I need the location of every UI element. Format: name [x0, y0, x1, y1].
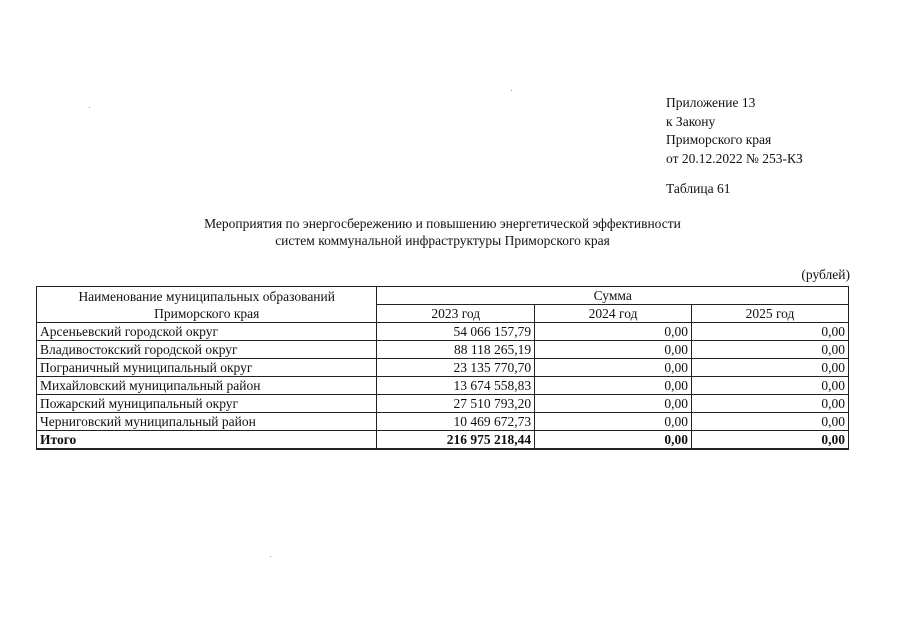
currency-unit: (рублей)	[801, 267, 850, 282]
total-2023: 216 975 218,44	[377, 431, 535, 450]
amount-2025: 0,00	[692, 395, 849, 413]
table-row	[37, 395, 849, 413]
table-row	[37, 323, 849, 341]
amount-2024: 0,00	[535, 377, 692, 395]
header-sum: Сумма	[377, 287, 849, 305]
header-municipality-line-1: Наименование муниципальных образований	[78, 288, 335, 304]
table-row	[37, 377, 849, 395]
amount-2025: 0,00	[692, 413, 849, 431]
header-municipality-line-2: Приморского края	[154, 305, 260, 321]
amount-2025: 0,00	[692, 341, 849, 359]
header-year-2023: 2023 год	[377, 305, 535, 323]
amount-2023: 88 118 265,19	[377, 341, 535, 359]
header-year-2024: 2024 год	[535, 305, 692, 323]
total-2024: 0,00	[535, 431, 692, 450]
amount-2024: 0,00	[535, 359, 692, 377]
amount-2025: 0,00	[692, 377, 849, 395]
amount-2023: 54 066 157,79	[377, 323, 535, 341]
title-line-2: систем коммунальной инфраструктуры Приморского края	[275, 233, 610, 248]
total-2025: 0,00	[692, 431, 849, 450]
appendix-number: Приложение 13	[666, 95, 756, 110]
municipality-name: Черниговский муниципальный район	[37, 413, 377, 431]
municipality-name: Пожарский муниципальный округ	[37, 395, 377, 413]
title-line-1: Мероприятия по энергосбережению и повышению энергетической эффективности	[204, 216, 681, 231]
municipality-name: Михайловский муниципальный район	[37, 377, 377, 395]
amount-2023: 23 135 770,70	[377, 359, 535, 377]
table-row	[37, 359, 849, 377]
header-year-2025: 2025 год	[692, 305, 849, 323]
appendix-header	[666, 94, 803, 168]
budget-table	[36, 286, 849, 450]
municipality-name: Пограничный муниципальный округ	[37, 359, 377, 377]
amount-2023: 10 469 672,73	[377, 413, 535, 431]
total-row	[37, 431, 849, 450]
amount-2023: 27 510 793,20	[377, 395, 535, 413]
amount-2024: 0,00	[535, 395, 692, 413]
table-row	[37, 341, 849, 359]
table-number: Таблица 61	[666, 181, 731, 196]
appendix-region: Приморского края	[666, 132, 772, 147]
municipality-name: Владивостокский городской округ	[37, 341, 377, 359]
document-title	[0, 215, 885, 249]
total-label: Итого	[37, 431, 377, 450]
amount-2024: 0,00	[535, 341, 692, 359]
municipality-name: Арсеньевский городской округ	[37, 323, 377, 341]
appendix-date: от 20.12.2022 № 253-КЗ	[666, 150, 803, 166]
amount-2024: 0,00	[535, 323, 692, 341]
table-row	[37, 413, 849, 431]
amount-2025: 0,00	[692, 359, 849, 377]
header-municipality	[37, 287, 377, 323]
amount-2025: 0,00	[692, 323, 849, 341]
amount-2024: 0,00	[535, 413, 692, 431]
amount-2023: 13 674 558,83	[377, 377, 535, 395]
appendix-law-ref: к Закону	[666, 113, 716, 129]
